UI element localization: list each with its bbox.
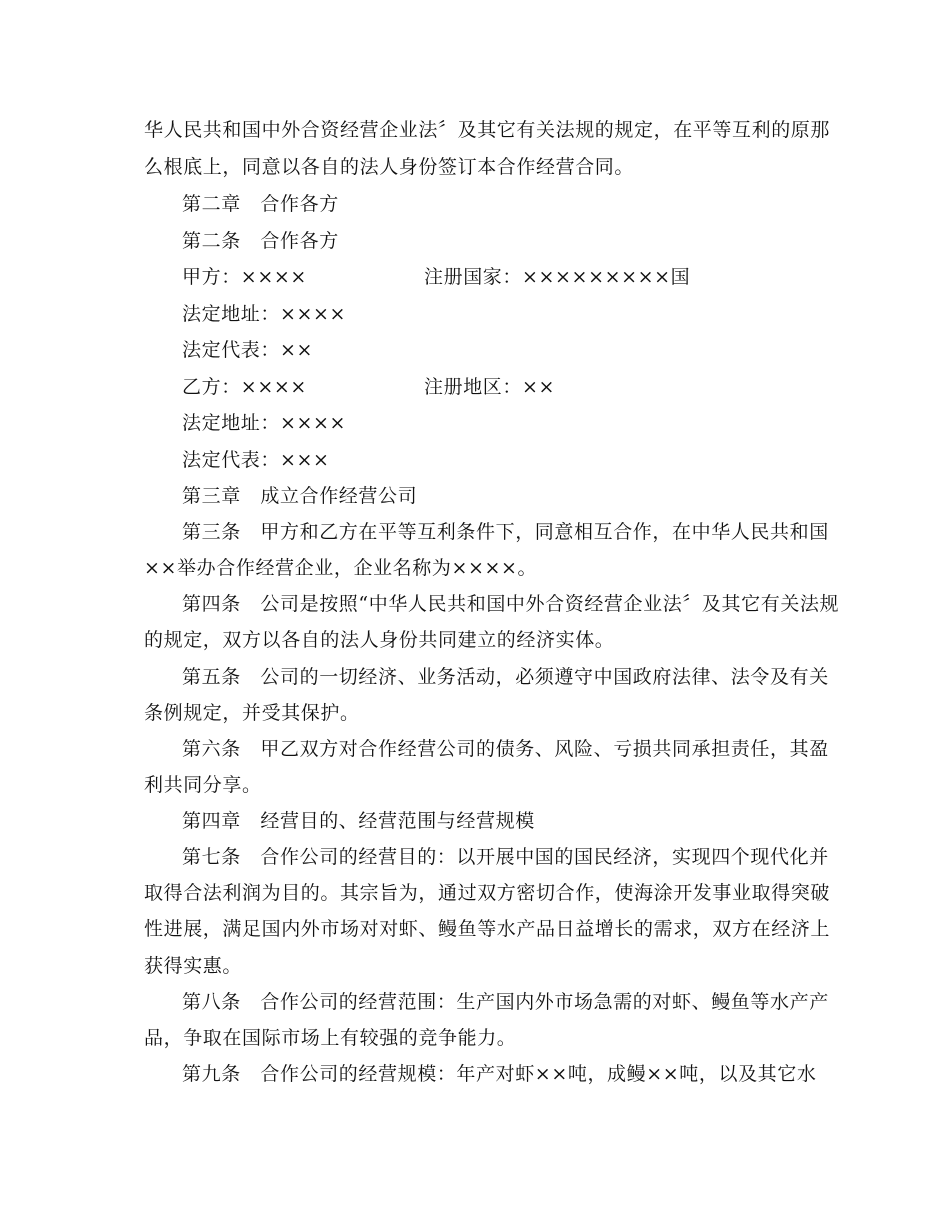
article-6-line-1: 第六条 甲乙双方对合作经营公司的债务、风险、亏损共同承担责任，其盈 — [182, 738, 829, 760]
party-a-address: 法定地址：×××× — [182, 303, 347, 325]
opening-line-2: 么根底上，同意以各自的法人身份签订本合作经营合同。 — [144, 156, 635, 178]
article-3-line-2: ××举办合作经营企业，企业名称为××××。 — [144, 557, 538, 579]
chapter-4-heading: 第四章 经营目的、经营范围与经营规模 — [182, 810, 535, 832]
article-6-line-2: 利共同分享。 — [144, 774, 262, 796]
chapter-2-heading: 第二章 合作各方 — [182, 193, 339, 215]
article-7-line-3: 性进展，满足国内外市场对对虾、鳗鱼等水产品日益增长的需求，双方在经济上 — [144, 918, 831, 940]
article-5-line-2: 条例规定，并受其保护。 — [144, 702, 360, 724]
party-b-region: 注册地区：×× — [424, 376, 556, 398]
party-a-representative: 法定代表：×× — [182, 339, 314, 361]
article-8-line-2: 品，争取在国际市场上有较强的竞争能力。 — [144, 1027, 517, 1049]
article-5-line-1: 第五条 公司的一切经济、业务活动，必须遵守中国政府法律、法令及有关 — [182, 666, 829, 688]
chapter-3-heading: 第三章 成立合作经营公司 — [182, 485, 418, 507]
article-7-line-4: 获得实惠。 — [144, 955, 243, 977]
article-7-line-2: 取得合法利润为目的。其宗旨为，通过双方密切合作，使海涂开发事业取得突破 — [144, 882, 831, 904]
party-a-country: 注册国家：×××××××××国 — [424, 266, 691, 288]
article-9-line-1: 第九条 合作公司的经营规模：年产对虾××吨，成鳗××吨，以及其它水 — [182, 1063, 817, 1085]
party-b-representative: 法定代表：××× — [182, 449, 330, 471]
article-7-line-1: 第七条 合作公司的经营目的：以开展中国的国民经济，实现四个现代化并 — [182, 846, 829, 868]
opening-line-1: 华人民共和国中外合资经营企业法〞及其它有关法规的规定，在平等互利的原那 — [144, 119, 831, 141]
party-b-name: 乙方：×××× — [182, 376, 307, 398]
article-3-line-1: 第三条 甲方和乙方在平等互利条件下，同意相互合作，在中华人民共和国 — [182, 521, 829, 543]
party-a-name: 甲方：×××× — [182, 266, 307, 288]
party-b-address: 法定地址：×××× — [182, 412, 347, 434]
article-2-title: 第二条 合作各方 — [182, 230, 339, 252]
article-4-line-1: 第四条 公司是按照“中华人民共和国中外合资经营企业法〞及其它有关法规 — [182, 593, 840, 615]
article-8-line-1: 第八条 合作公司的经营范围：生产国内外市场急需的对虾、鳗鱼等水产产 — [182, 991, 829, 1013]
article-4-line-2: 的规定，双方以各自的法人身份共同建立的经济实体。 — [144, 629, 615, 651]
